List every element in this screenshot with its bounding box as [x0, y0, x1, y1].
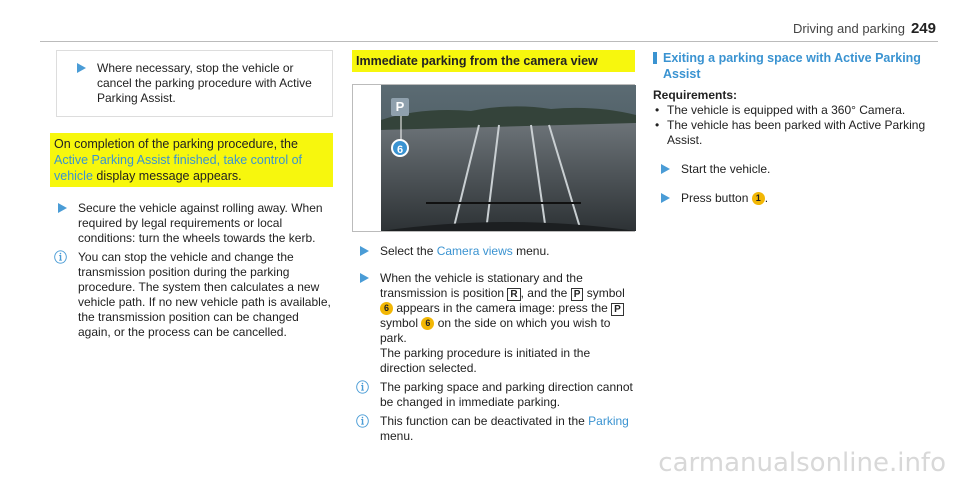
step-text: The parking procedure is initiated in the direction selected.	[380, 346, 591, 375]
info-note	[50, 250, 333, 340]
section-title: Driving and parking	[792, 21, 905, 36]
note-text: The parking space and parking direction cannot be changed in immediate parking.	[380, 380, 633, 409]
callout-number: 6	[421, 317, 434, 330]
parking-symbol-icon: P	[611, 303, 624, 316]
camera-scene	[381, 85, 636, 231]
section-heading	[352, 50, 635, 72]
step-text: symbol	[380, 316, 419, 330]
requirements-label: Requirements:	[653, 88, 738, 102]
heading-text: display message appears.	[96, 169, 242, 183]
parking-menu-link[interactable]: Parking	[588, 414, 629, 428]
callout-number: 1	[752, 192, 765, 205]
column-3	[653, 50, 936, 206]
step-text: menu.	[516, 244, 550, 258]
column-1	[50, 50, 333, 340]
arrow-icon	[360, 273, 369, 283]
page-number: 249	[910, 20, 936, 37]
requirements-list	[653, 103, 936, 148]
watermark: carmanualsonline.info	[658, 448, 946, 478]
step-box	[56, 50, 333, 117]
section-heading	[653, 50, 936, 82]
arrow-icon	[58, 203, 67, 213]
info-note	[352, 380, 635, 410]
step-text: When the vehicle is stationary and the transmission is position	[380, 271, 583, 300]
step-text: Where necessary, stop the vehicle or cancel the parking procedure with Active Parking Assist.	[97, 61, 312, 105]
step-text: appears in the camera image: press the	[396, 301, 608, 315]
instruction-step	[50, 201, 333, 246]
parking-symbol-icon[interactable]: P	[391, 98, 409, 116]
list-item: • The vehicle has been parked with Active Parking Assist.	[653, 118, 936, 148]
step-text: , and the	[520, 286, 568, 300]
note-text: menu.	[380, 429, 414, 443]
arrow-icon	[661, 193, 670, 203]
highlight-heading	[50, 133, 333, 187]
instruction-step	[653, 191, 936, 206]
note-text: You can stop the vehicle and change the transmission position during the parking procedure. The system then calculates a new vehicle path. If no new vehicle path is available, the transmission position can be changed again, or the process can be cancelled.	[78, 250, 331, 339]
list-item: • The vehicle is equipped with a 360° Camera.	[653, 103, 936, 118]
arrow-icon	[360, 246, 369, 256]
instruction-step	[352, 271, 635, 376]
camera-image	[352, 84, 635, 232]
info-note	[352, 414, 635, 444]
arrow-icon	[661, 164, 670, 174]
heading-text: Exiting a parking space with Active Parking Assist	[663, 51, 921, 81]
header-divider	[40, 41, 938, 42]
heading-text: On completion of the parking procedure, the	[54, 137, 298, 151]
road	[381, 123, 636, 231]
reverse-gear-icon: R	[507, 288, 520, 301]
instruction-step	[653, 162, 936, 177]
instruction-step	[352, 244, 635, 259]
arrow-icon	[77, 63, 86, 73]
camera-view	[381, 85, 634, 231]
camera-views-link[interactable]: Camera views	[436, 244, 513, 258]
step-text: Start the vehicle.	[681, 162, 771, 176]
step-text: symbol	[586, 286, 625, 300]
column-2	[352, 50, 635, 444]
callout-number: 6	[391, 139, 409, 157]
step-text: Press button	[681, 191, 749, 205]
page-header	[793, 20, 936, 37]
step-text: .	[764, 191, 769, 205]
display-message: Active Parking Assist finished, take control of vehicle	[54, 153, 303, 183]
instruction-step	[69, 61, 320, 106]
parking-symbol-icon: P	[571, 288, 584, 301]
note-text: This function can be deactivated in the	[380, 414, 585, 428]
callout-number: 6	[380, 302, 393, 315]
info-icon: ⓘ	[356, 380, 370, 395]
info-icon: ⓘ	[54, 250, 68, 265]
heading-text: Immediate parking from the camera view	[356, 54, 598, 68]
step-text: Secure the vehicle against rolling away. When required by legal requirements or local conditions: turn the wheels towards the kerb.	[78, 201, 323, 245]
step-text: Select the	[380, 244, 434, 258]
step-text: on the side on which you wish to park.	[380, 316, 611, 345]
info-icon: ⓘ	[356, 414, 370, 429]
